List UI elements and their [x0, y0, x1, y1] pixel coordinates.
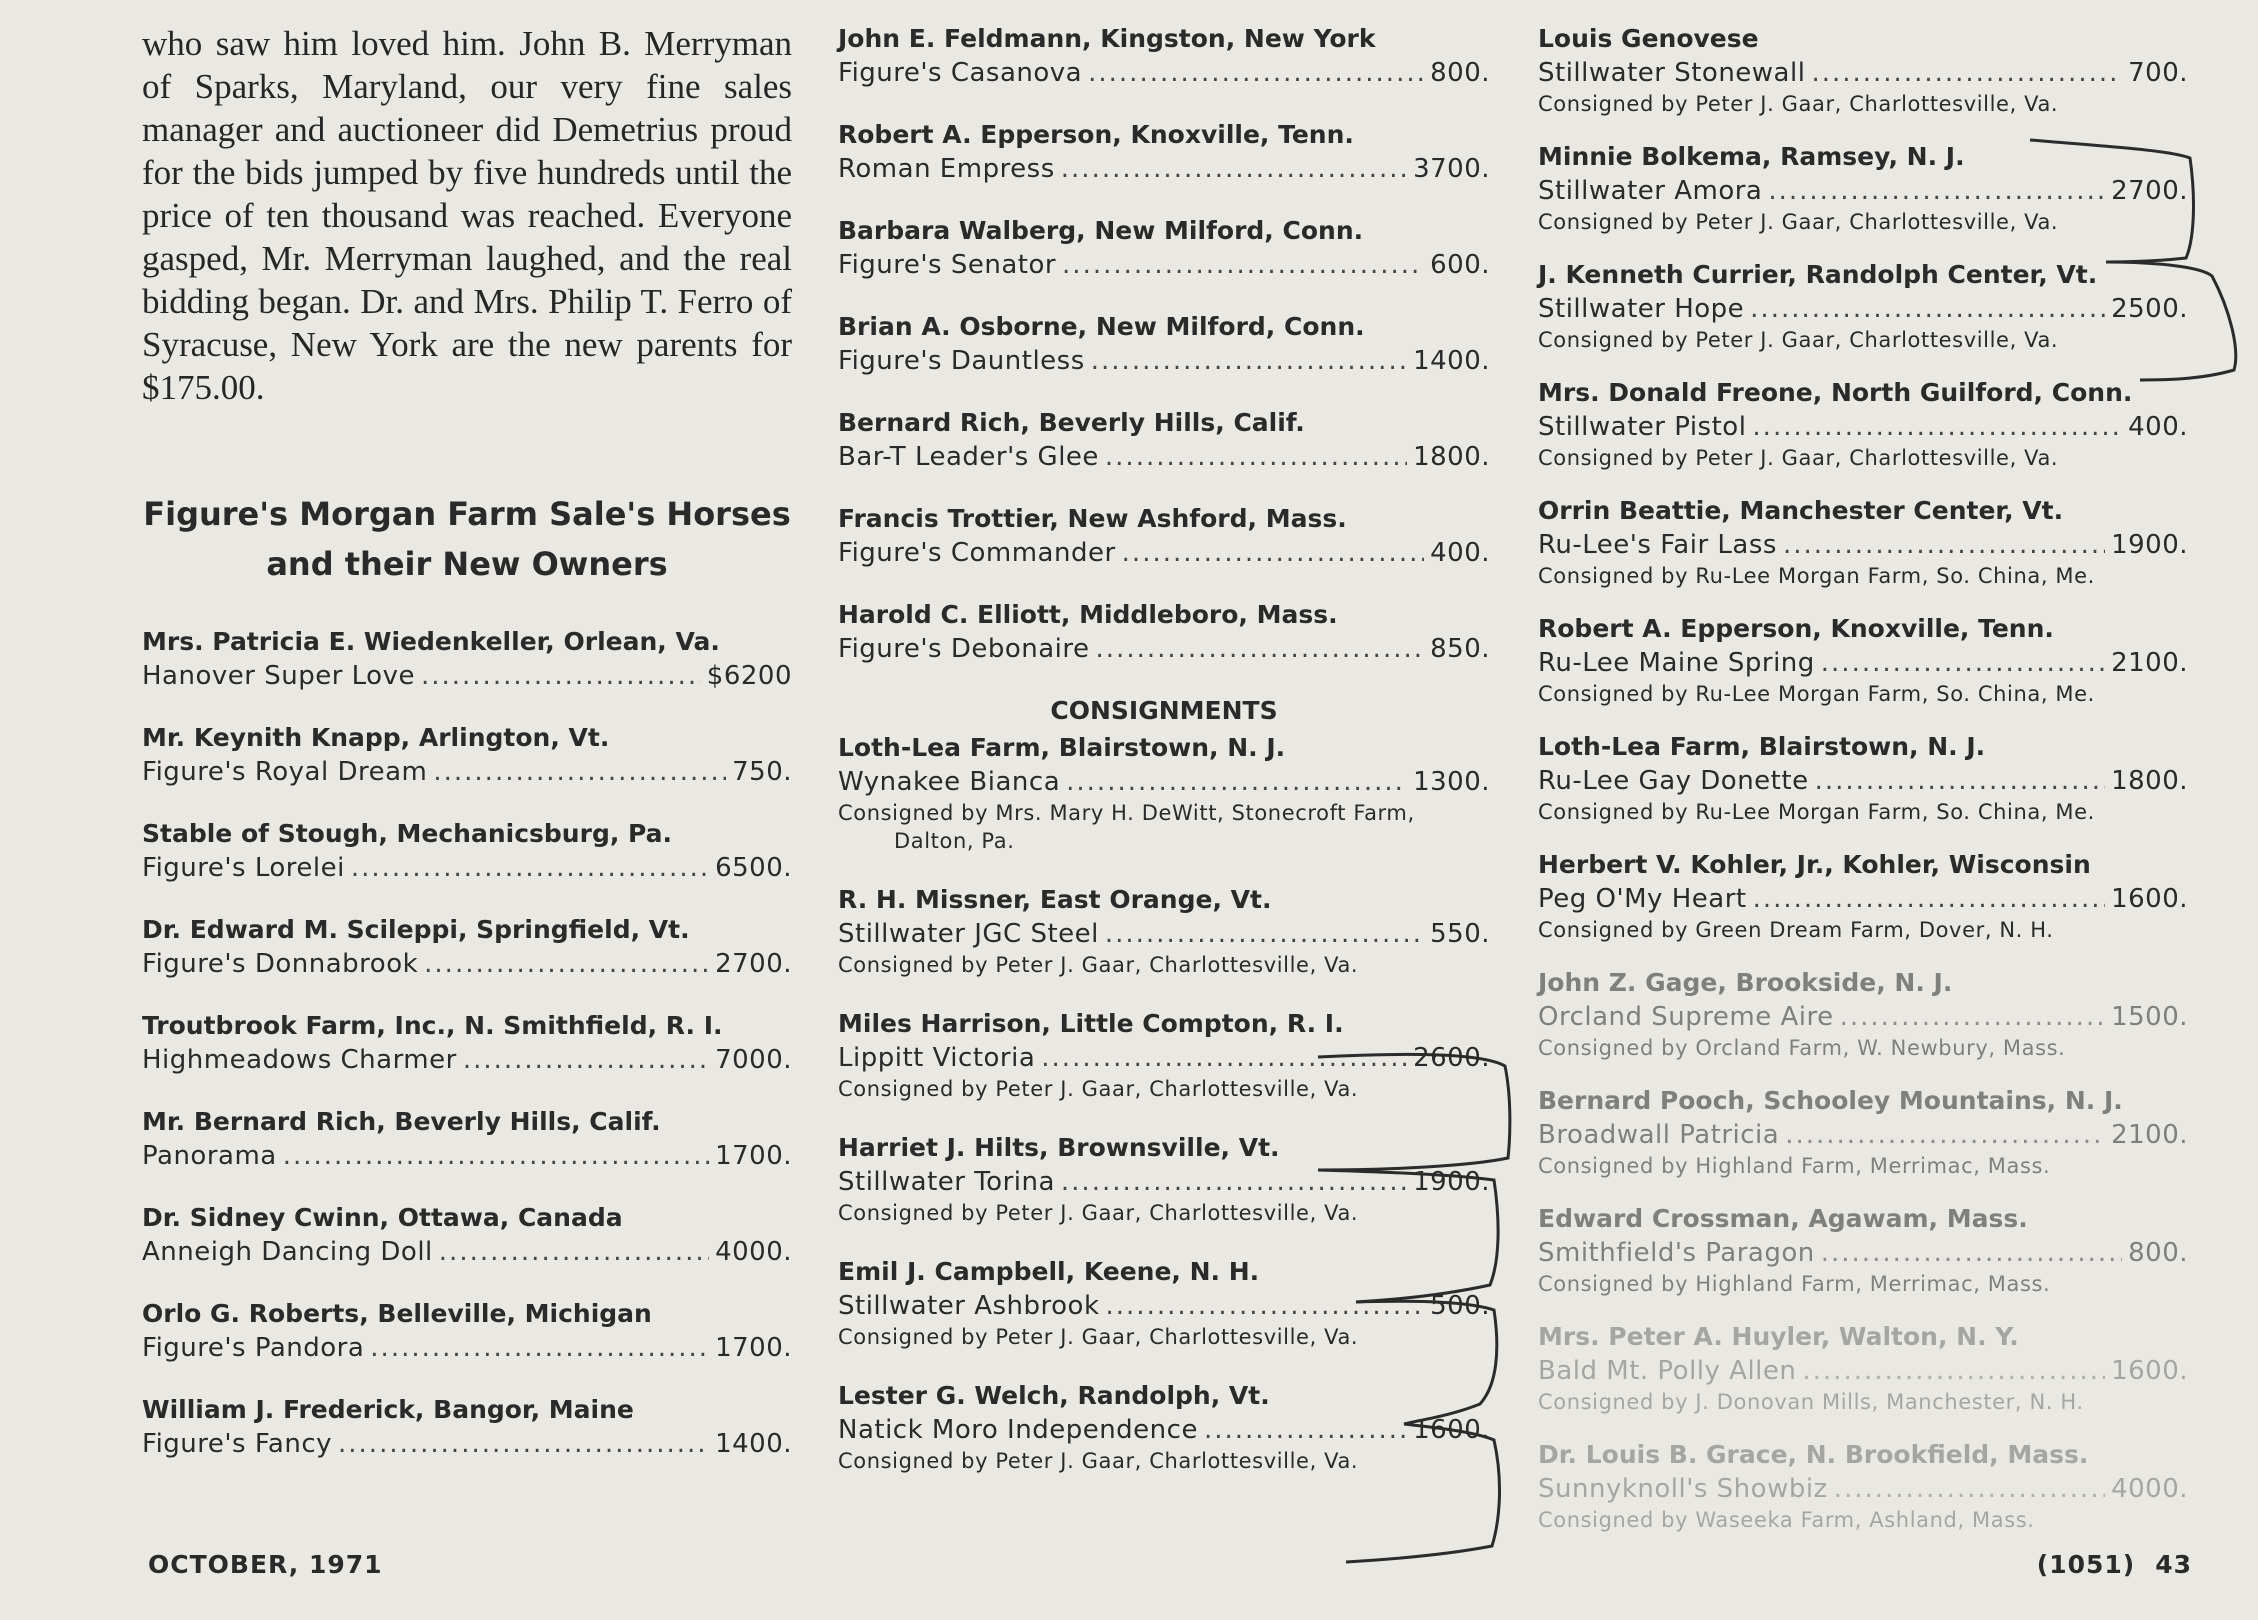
dot-leader — [1062, 248, 1424, 282]
sale-price: $6200 — [706, 661, 792, 691]
sale-price: 1700. — [715, 1333, 792, 1363]
horse-name: Stillwater Torina — [838, 1167, 1055, 1197]
horse-name: Roman Empress — [838, 154, 1055, 184]
sale-entry — [142, 1009, 792, 1077]
column-left — [142, 22, 792, 1489]
horse-name: Figure's Casanova — [838, 58, 1083, 88]
horse-name: Ru-Lee's Fair Lass — [1538, 530, 1777, 560]
dot-leader — [1204, 1413, 1407, 1447]
horse-name: Orcland Supreme Aire — [1538, 1002, 1834, 1032]
issue-number: (1051) — [2036, 1550, 2136, 1579]
owner-name: Mrs. Patricia E. Wiedenkeller, Orlean, Va. — [142, 627, 720, 656]
owner-name: Miles Harrison, Little Compton, R. I. — [838, 1009, 1344, 1038]
sale-entry — [1538, 22, 2188, 118]
sale-entry — [838, 310, 1490, 378]
dot-leader — [351, 851, 709, 885]
dot-leader — [1122, 536, 1424, 570]
owner-name: Emil J. Campbell, Keene, N. H. — [838, 1257, 1260, 1286]
horse-name: Stillwater Amora — [1538, 176, 1763, 206]
horse-line — [1538, 1236, 2188, 1270]
sale-entry — [838, 1131, 1490, 1227]
sales-list-col1 — [142, 625, 792, 1461]
horse-name: Ru-Lee Maine Spring — [1538, 648, 1815, 678]
sale-entry — [142, 721, 792, 789]
sale-price: 3700. — [1413, 154, 1490, 184]
sale-entry — [1538, 966, 2188, 1062]
dot-leader — [1821, 646, 2105, 680]
sale-entry — [1538, 1202, 2188, 1298]
sale-price: 2600. — [1413, 1043, 1490, 1073]
owner-name: R. H. Missner, East Orange, Vt. — [838, 885, 1272, 914]
sale-price: 800. — [2128, 1238, 2188, 1268]
sale-price: 850. — [1430, 634, 1490, 664]
horse-line — [838, 248, 1490, 282]
dot-leader — [1061, 1165, 1407, 1199]
consigned-by: Consigned by Ru-Lee Morgan Farm, So. China, Me. — [1538, 564, 2095, 588]
sale-price: 600. — [1430, 250, 1490, 280]
horse-name: Figure's Lorelei — [142, 853, 345, 883]
sale-entry — [838, 1255, 1490, 1351]
owner-name: Robert A. Epperson, Knoxville, Tenn. — [1538, 614, 2054, 643]
sale-entry — [838, 598, 1490, 666]
dot-leader — [1815, 764, 2106, 798]
dot-leader — [1840, 1000, 2105, 1034]
horse-name: Figure's Pandora — [142, 1333, 365, 1363]
sale-entry — [838, 118, 1490, 186]
owner-name: Loth-Lea Farm, Blairstown, N. J. — [838, 733, 1286, 762]
horse-line — [142, 1235, 792, 1269]
horse-line — [1538, 292, 2188, 326]
horse-line — [838, 56, 1490, 90]
dot-leader — [370, 1331, 709, 1365]
sale-entry — [1538, 1320, 2188, 1416]
horse-line — [142, 1331, 792, 1365]
sale-price: 800. — [1430, 58, 1490, 88]
horse-line — [838, 1413, 1490, 1447]
consignments-list-col2 — [838, 731, 1490, 1475]
sale-entry — [838, 22, 1490, 90]
sale-price: 750. — [732, 757, 792, 787]
horse-line — [838, 1041, 1490, 1075]
sale-price: 1900. — [1413, 1167, 1490, 1197]
owner-name: Harold C. Elliott, Middleboro, Mass. — [838, 600, 1338, 629]
horse-name: Figure's Fancy — [142, 1429, 333, 1459]
horse-name: Broadwall Patricia — [1538, 1120, 1780, 1150]
sale-entry — [838, 1379, 1490, 1475]
sale-entry — [838, 731, 1490, 855]
owner-name: Edward Crossman, Agawam, Mass. — [1538, 1204, 2028, 1233]
consigned-by: Consigned by Orcland Farm, W. Newbury, Mass. — [1538, 1036, 2066, 1060]
horse-line — [838, 1289, 1490, 1323]
sale-price: 1400. — [1413, 346, 1490, 376]
section-heading — [142, 489, 792, 589]
consigned-by: Consigned by Peter J. Gaar, Charlottesville, Va. — [1538, 92, 2059, 116]
horse-name: Sunnyknoll's Showbiz — [1538, 1474, 1828, 1504]
sale-price: 6500. — [715, 853, 792, 883]
sale-entry — [838, 502, 1490, 570]
footer-date: OCTOBER, 1971 — [148, 1550, 383, 1579]
horse-line — [838, 344, 1490, 378]
sale-price: 400. — [1430, 538, 1490, 568]
horse-line — [1538, 1354, 2188, 1388]
sale-entry — [1538, 612, 2188, 708]
horse-line — [142, 1427, 792, 1461]
horse-line — [142, 1139, 792, 1173]
sale-entry — [142, 913, 792, 981]
sale-price: 700. — [2128, 58, 2188, 88]
owner-name: William J. Frederick, Bangor, Maine — [142, 1395, 634, 1424]
sale-price: 1800. — [1413, 442, 1490, 472]
owner-name: Mrs. Peter A. Huyler, Walton, N. Y. — [1538, 1322, 2019, 1351]
dot-leader — [1041, 1041, 1407, 1075]
dot-leader — [1768, 174, 2105, 208]
horse-line — [142, 851, 792, 885]
sale-entry — [1538, 1084, 2188, 1180]
dot-leader — [439, 1235, 709, 1269]
horse-line — [838, 536, 1490, 570]
horse-name: Highmeadows Charmer — [142, 1045, 457, 1075]
sale-price: 1600. — [2111, 884, 2188, 914]
owner-name: Mr. Bernard Rich, Beverly Hills, Calif. — [142, 1107, 661, 1136]
dot-leader — [1091, 344, 1407, 378]
column-middle — [838, 22, 1490, 1503]
dot-leader — [1753, 882, 2105, 916]
consigned-by: Consigned by Peter J. Gaar, Charlottesville, Va. — [1538, 446, 2059, 470]
dot-leader — [1061, 152, 1407, 186]
dot-leader — [421, 659, 701, 693]
horse-name: Wynakee Bianca — [838, 767, 1061, 797]
owner-name: Harriet J. Hilts, Brownsville, Vt. — [838, 1133, 1280, 1162]
owner-name: Minnie Bolkema, Ramsey, N. J. — [1538, 142, 1965, 171]
owner-name: Dr. Edward M. Scileppi, Springfield, Vt. — [142, 915, 690, 944]
sale-price: 1800. — [2111, 766, 2188, 796]
sale-entry — [1538, 494, 2188, 590]
horse-name: Figure's Commander — [838, 538, 1116, 568]
consigned-by: Consigned by Peter J. Gaar, Charlottesville, Va. — [1538, 328, 2059, 352]
sale-price: 1400. — [715, 1429, 792, 1459]
dot-leader — [1811, 56, 2122, 90]
sale-entry — [838, 883, 1490, 979]
sale-price: 550. — [1430, 919, 1490, 949]
dot-leader — [1096, 632, 1425, 666]
horse-line — [1538, 56, 2188, 90]
sale-entry — [1538, 376, 2188, 472]
dot-leader — [338, 1427, 709, 1461]
sales-list-col2 — [838, 22, 1490, 666]
owner-name: Robert A. Epperson, Knoxville, Tenn. — [838, 120, 1354, 149]
horse-line — [1538, 882, 2188, 916]
owner-name: Dr. Louis B. Grace, N. Brookfield, Mass. — [1538, 1440, 2089, 1469]
owner-name: Lester G. Welch, Randolph, Vt. — [838, 1381, 1270, 1410]
owner-name: Herbert V. Kohler, Jr., Kohler, Wisconsin — [1538, 850, 2091, 879]
horse-line — [1538, 174, 2188, 208]
consigned-by: Consigned by Peter J. Gaar, Charlottesville, Va. — [838, 1325, 1359, 1349]
owner-name: Mrs. Donald Freone, North Guilford, Conn. — [1538, 378, 2133, 407]
horse-name: Natick Moro Independence — [838, 1415, 1198, 1445]
horse-line — [1538, 1472, 2188, 1506]
horse-name: Figure's Royal Dream — [142, 757, 428, 787]
horse-line — [142, 659, 792, 693]
horse-name: Bar-T Leader's Glee — [838, 442, 1099, 472]
horse-line — [838, 765, 1490, 799]
sale-entry — [1538, 1438, 2188, 1534]
sale-price: 1600. — [2111, 1356, 2188, 1386]
horse-line — [838, 917, 1490, 951]
consigned-by: Consigned by Ru-Lee Morgan Farm, So. China, Me. — [1538, 800, 2095, 824]
heading-line-2: and their New Owners — [266, 545, 668, 583]
dot-leader — [1088, 56, 1424, 90]
sale-price: 1600. — [1413, 1415, 1490, 1445]
owner-name: Dr. Sidney Cwinn, Ottawa, Canada — [142, 1203, 623, 1232]
owner-name: Bernard Pooch, Schooley Mountains, N. J. — [1538, 1086, 2123, 1115]
dot-leader — [463, 1043, 709, 1077]
intro-paragraph: who saw him loved him. John B. Merryman of Sparks, Maryland, our very fine sales manager and auctioneer did Demetrius proud for the bids jumped by five hundreds until the price of ten thousand was reached. Everyone gasped, Mr. Merryman laughed, and the real bidding began. Dr. and Mrs. Philip T. Ferro of Syracuse, New York are the new parents for $175.00. — [142, 24, 792, 407]
sale-price: 4000. — [2111, 1474, 2188, 1504]
horse-name: Stillwater Hope — [1538, 294, 1745, 324]
horse-line — [142, 1043, 792, 1077]
dot-leader — [1105, 440, 1407, 474]
owner-name: Troutbrook Farm, Inc., N. Smithfield, R. I. — [142, 1011, 723, 1040]
dot-leader — [1105, 917, 1424, 951]
dot-leader — [1752, 410, 2122, 444]
dot-leader — [1750, 292, 2105, 326]
horse-line — [1538, 1000, 2188, 1034]
consigned-by: Consigned by Mrs. Mary H. DeWitt, Stonecroft Farm, Dalton, Pa. — [838, 801, 1415, 853]
dot-leader — [1821, 1236, 2122, 1270]
horse-name: Figure's Donnabrook — [142, 949, 419, 979]
sale-entry — [1538, 140, 2188, 236]
column-right — [1538, 22, 2188, 1556]
owner-name: Orlo G. Roberts, Belleville, Michigan — [142, 1299, 652, 1328]
horse-name: Figure's Senator — [838, 250, 1057, 280]
dot-leader — [424, 947, 709, 981]
owner-name: John E. Feldmann, Kingston, New York — [838, 24, 1376, 53]
horse-line — [838, 632, 1490, 666]
sale-price: 400. — [2128, 412, 2188, 442]
consigned-by: Consigned by Waseeka Farm, Ashland, Mass. — [1538, 1508, 2035, 1532]
horse-line — [838, 152, 1490, 186]
horse-name: Stillwater Ashbrook — [838, 1291, 1100, 1321]
consigned-by: Consigned by Highland Farm, Merrimac, Mass. — [1538, 1272, 2051, 1296]
sale-price: 2100. — [2111, 648, 2188, 678]
sale-entry — [142, 1393, 792, 1461]
dot-leader — [1802, 1354, 2105, 1388]
consigned-by: Consigned by Peter J. Gaar, Charlottesville, Va. — [1538, 210, 2059, 234]
horse-name: Stillwater JGC Steel — [838, 919, 1099, 949]
sale-entry — [1538, 730, 2188, 826]
consigned-by: Consigned by Peter J. Gaar, Charlottesville, Va. — [838, 1201, 1359, 1225]
sale-entry — [838, 214, 1490, 282]
consigned-by: Consigned by Ru-Lee Morgan Farm, So. China, Me. — [1538, 682, 2095, 706]
sale-price: 2700. — [2111, 176, 2188, 206]
dot-leader — [283, 1139, 709, 1173]
owner-name: Louis Genovese — [1538, 24, 1759, 53]
footer-page-info — [2037, 1550, 2192, 1579]
horse-line — [1538, 1118, 2188, 1152]
owner-name: John Z. Gage, Brookside, N. J. — [1538, 968, 1953, 997]
sale-entry — [142, 1297, 792, 1365]
horse-name: Smithfield's Paragon — [1538, 1238, 1815, 1268]
sale-price: 2100. — [2111, 1120, 2188, 1150]
horse-name: Panorama — [142, 1141, 277, 1171]
horse-name: Figure's Dauntless — [838, 346, 1085, 376]
dot-leader — [1783, 528, 2105, 562]
heading-line-1: Figure's Morgan Farm Sale's Horses — [143, 495, 791, 533]
sale-price: 1300. — [1413, 767, 1490, 797]
horse-name: Stillwater Stonewall — [1538, 58, 1806, 88]
owner-name: Orrin Beattie, Manchester Center, Vt. — [1538, 496, 2064, 525]
horse-name: Ru-Lee Gay Donette — [1538, 766, 1809, 796]
owner-name: Bernard Rich, Beverly Hills, Calif. — [838, 408, 1305, 437]
consigned-by: Consigned by Peter J. Gaar, Charlottesville, Va. — [838, 1077, 1359, 1101]
horse-name: Peg O'My Heart — [1538, 884, 1747, 914]
sale-entry — [838, 1007, 1490, 1103]
consignments-list-col3 — [1538, 22, 2188, 1534]
consigned-by: Consigned by Green Dream Farm, Dover, N. H. — [1538, 918, 2054, 942]
consigned-by: Consigned by J. Donovan Mills, Manchester, N. H. — [1538, 1390, 2084, 1414]
owner-name: Francis Trottier, New Ashford, Mass. — [838, 504, 1347, 533]
horse-name: Anneigh Dancing Doll — [142, 1237, 433, 1267]
sale-price: 1500. — [2111, 1002, 2188, 1032]
sale-entry — [1538, 848, 2188, 944]
page-number: 43 — [2155, 1550, 2192, 1579]
sale-price: 1700. — [715, 1141, 792, 1171]
owner-name: Stable of Stough, Mechanicsburg, Pa. — [142, 819, 673, 848]
dot-leader — [1106, 1289, 1425, 1323]
sale-price: 2500. — [2111, 294, 2188, 324]
owner-name: J. Kenneth Currier, Randolph Center, Vt. — [1538, 260, 2098, 289]
sale-entry — [142, 1105, 792, 1173]
horse-name: Bald Mt. Polly Allen — [1538, 1356, 1797, 1386]
owner-name: Barbara Walberg, New Milford, Conn. — [838, 216, 1364, 245]
horse-line — [142, 755, 792, 789]
horse-line — [1538, 764, 2188, 798]
sale-entry — [142, 625, 792, 693]
consigned-by: Consigned by Peter J. Gaar, Charlottesville, Va. — [838, 953, 1359, 977]
horse-line — [142, 947, 792, 981]
sale-price: 7000. — [715, 1045, 792, 1075]
sale-entry — [142, 1201, 792, 1269]
horse-name: Stillwater Pistol — [1538, 412, 1747, 442]
horse-line — [1538, 528, 2188, 562]
sale-price: 2700. — [715, 949, 792, 979]
horse-name: Figure's Debonaire — [838, 634, 1090, 664]
horse-name: Lippitt Victoria — [838, 1043, 1036, 1073]
dot-leader — [433, 755, 726, 789]
consignments-heading: CONSIGNMENTS — [1050, 696, 1278, 725]
horse-line — [838, 440, 1490, 474]
sale-entry — [838, 406, 1490, 474]
horse-name: Hanover Super Love — [142, 661, 415, 691]
sale-price: 4000. — [715, 1237, 792, 1267]
dot-leader — [1066, 765, 1407, 799]
owner-name: Brian A. Osborne, New Milford, Conn. — [838, 312, 1365, 341]
dot-leader — [1785, 1118, 2105, 1152]
horse-line — [838, 1165, 1490, 1199]
consigned-by: Consigned by Peter J. Gaar, Charlottesville, Va. — [838, 1449, 1359, 1473]
owner-name: Loth-Lea Farm, Blairstown, N. J. — [1538, 732, 1986, 761]
owner-name: Mr. Keynith Knapp, Arlington, Vt. — [142, 723, 610, 752]
horse-line — [1538, 646, 2188, 680]
consigned-by: Consigned by Highland Farm, Merrimac, Mass. — [1538, 1154, 2051, 1178]
sale-price: 1900. — [2111, 530, 2188, 560]
sale-entry — [142, 817, 792, 885]
horse-line — [1538, 410, 2188, 444]
dot-leader — [1834, 1472, 2105, 1506]
sale-entry — [1538, 258, 2188, 354]
sale-price: 500. — [1430, 1291, 1490, 1321]
